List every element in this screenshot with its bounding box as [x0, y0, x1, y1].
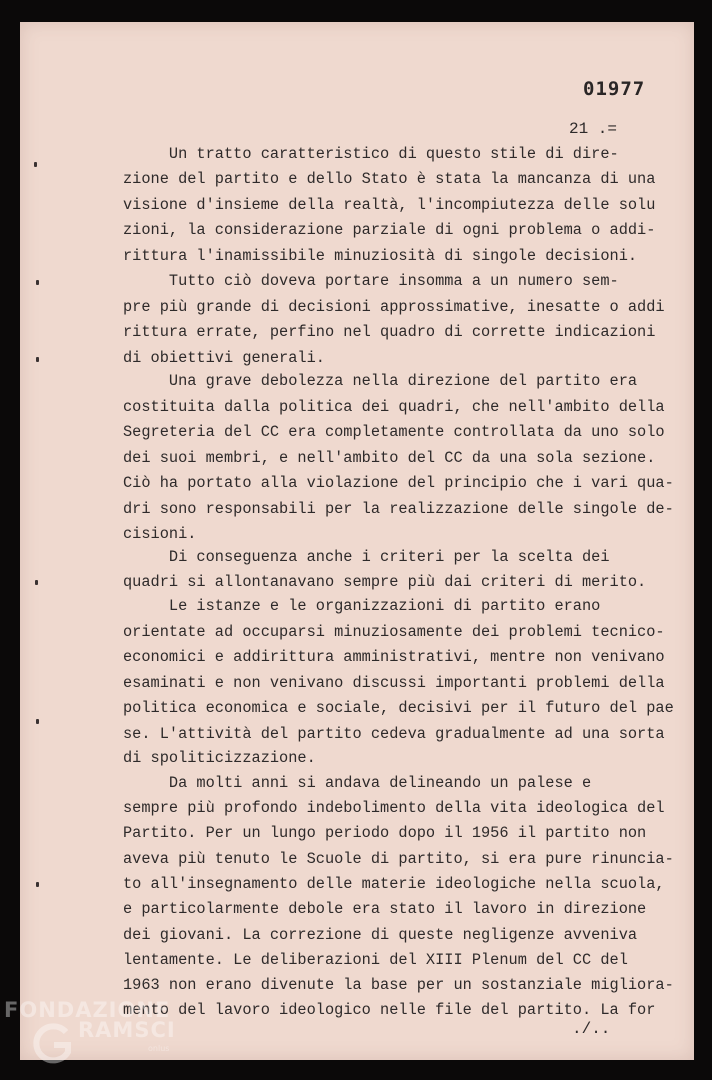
- text-line: costituita dalla politica dei quadri, che nell'ambito della: [123, 398, 665, 416]
- margin-punch-mark: [36, 280, 39, 285]
- margin-punch-mark: [36, 882, 39, 887]
- text-line: Una grave debolezza nella direzione del partito era: [123, 372, 638, 390]
- margin-punch-mark: [34, 162, 37, 167]
- text-line: orientate ad occuparsi minuziosamente dei problemi tecnico-: [123, 623, 665, 641]
- text-line: mento del lavoro ideologico nelle file del partito. La for: [123, 1001, 656, 1019]
- page-number: 21 .=: [569, 120, 618, 138]
- text-line: Partito. Per un lungo periodo dopo il 1956 il partito non: [123, 824, 647, 842]
- document-page: [20, 22, 694, 1060]
- watermark-line2: RAMSCI: [78, 1018, 176, 1042]
- margin-punch-mark: [36, 357, 39, 362]
- text-line: se. L'attività del partito cedeva gradualmente ad una sorta: [123, 725, 665, 743]
- text-line: dei giovani. La correzione di queste negligenze avveniva: [123, 926, 638, 944]
- text-line: zioni, la considerazione parziale di ogni problema o addi-: [123, 221, 656, 239]
- text-line: aveva più tenuto le Scuole di partito, si era pure rinuncia-: [123, 850, 674, 868]
- text-line: Da molti anni si andava delineando un palese e: [123, 774, 592, 792]
- text-line: economici e addirittura amministrativi, mentre non venivano: [123, 648, 665, 666]
- text-line: Tutto ciò doveva portare insomma a un numero sem-: [123, 272, 619, 290]
- text-line: Ciò ha portato alla violazione del principio che i vari qua-: [123, 474, 674, 492]
- text-line: lentamente. Le deliberazioni del XIII Plenum del CC del: [123, 951, 628, 969]
- text-line: cisioni.: [123, 525, 197, 543]
- text-line: dei suoi membri, e nell'ambito del CC da una sola sezione.: [123, 449, 656, 467]
- text-line: Di conseguenza anche i criteri per la scelta dei: [123, 548, 610, 566]
- text-line: 1963 non erano divenute la base per un sostanziale migliora-: [123, 976, 674, 994]
- text-line: Segreteria del CC era completamente controllata da uno solo: [123, 423, 665, 441]
- text-line: e particolarmente debole era stato il lavoro in direzione: [123, 900, 647, 918]
- text-line: esaminati e non venivano discussi importanti problemi della: [123, 674, 665, 692]
- text-line: rittura errate, perfino nel quadro di corrette indicazioni: [123, 323, 656, 341]
- text-line: di spoliticizzazione.: [123, 749, 316, 767]
- text-line: Un tratto caratteristico di questo stile di dire-: [123, 145, 619, 163]
- text-line: di obiettivi generali.: [123, 349, 325, 367]
- watermark-sub: onlus: [148, 1044, 170, 1053]
- text-line: quadri si allontanavano sempre più dai criteri di merito.: [123, 573, 647, 591]
- text-line: pre più grande di decisioni approssimative, inesatte o addi: [123, 298, 665, 316]
- watermark-line1: FONDAZIONE: [4, 998, 171, 1022]
- margin-punch-mark: [35, 580, 38, 585]
- text-line: sempre più profondo indebolimento della vita ideologica del: [123, 799, 665, 817]
- text-line: zione del partito e dello Stato è stata la mancanza di una: [123, 170, 656, 188]
- text-line: rittura l'inamissibile minuziosità di singole decisioni.: [123, 247, 638, 265]
- fondazione-gramsci-watermark: [2, 998, 192, 1078]
- gramsci-g-logo-icon: [30, 1018, 74, 1068]
- text-line: politica economica e sociale, decisivi per il futuro del pae: [123, 699, 674, 717]
- text-line: to all'insegnamento delle materie ideologiche nella scuola,: [123, 875, 665, 893]
- document-number: 01977: [583, 78, 646, 100]
- margin-punch-mark: [36, 719, 39, 724]
- text-line: dri sono responsabili per la realizzazione delle singole de-: [123, 500, 674, 518]
- text-line: Le istanze e le organizzazioni di partito erano: [123, 597, 601, 615]
- continuation-mark: ./..: [572, 1020, 611, 1038]
- text-line: visione d'insieme della realtà, l'incompiutezza delle solu: [123, 196, 656, 214]
